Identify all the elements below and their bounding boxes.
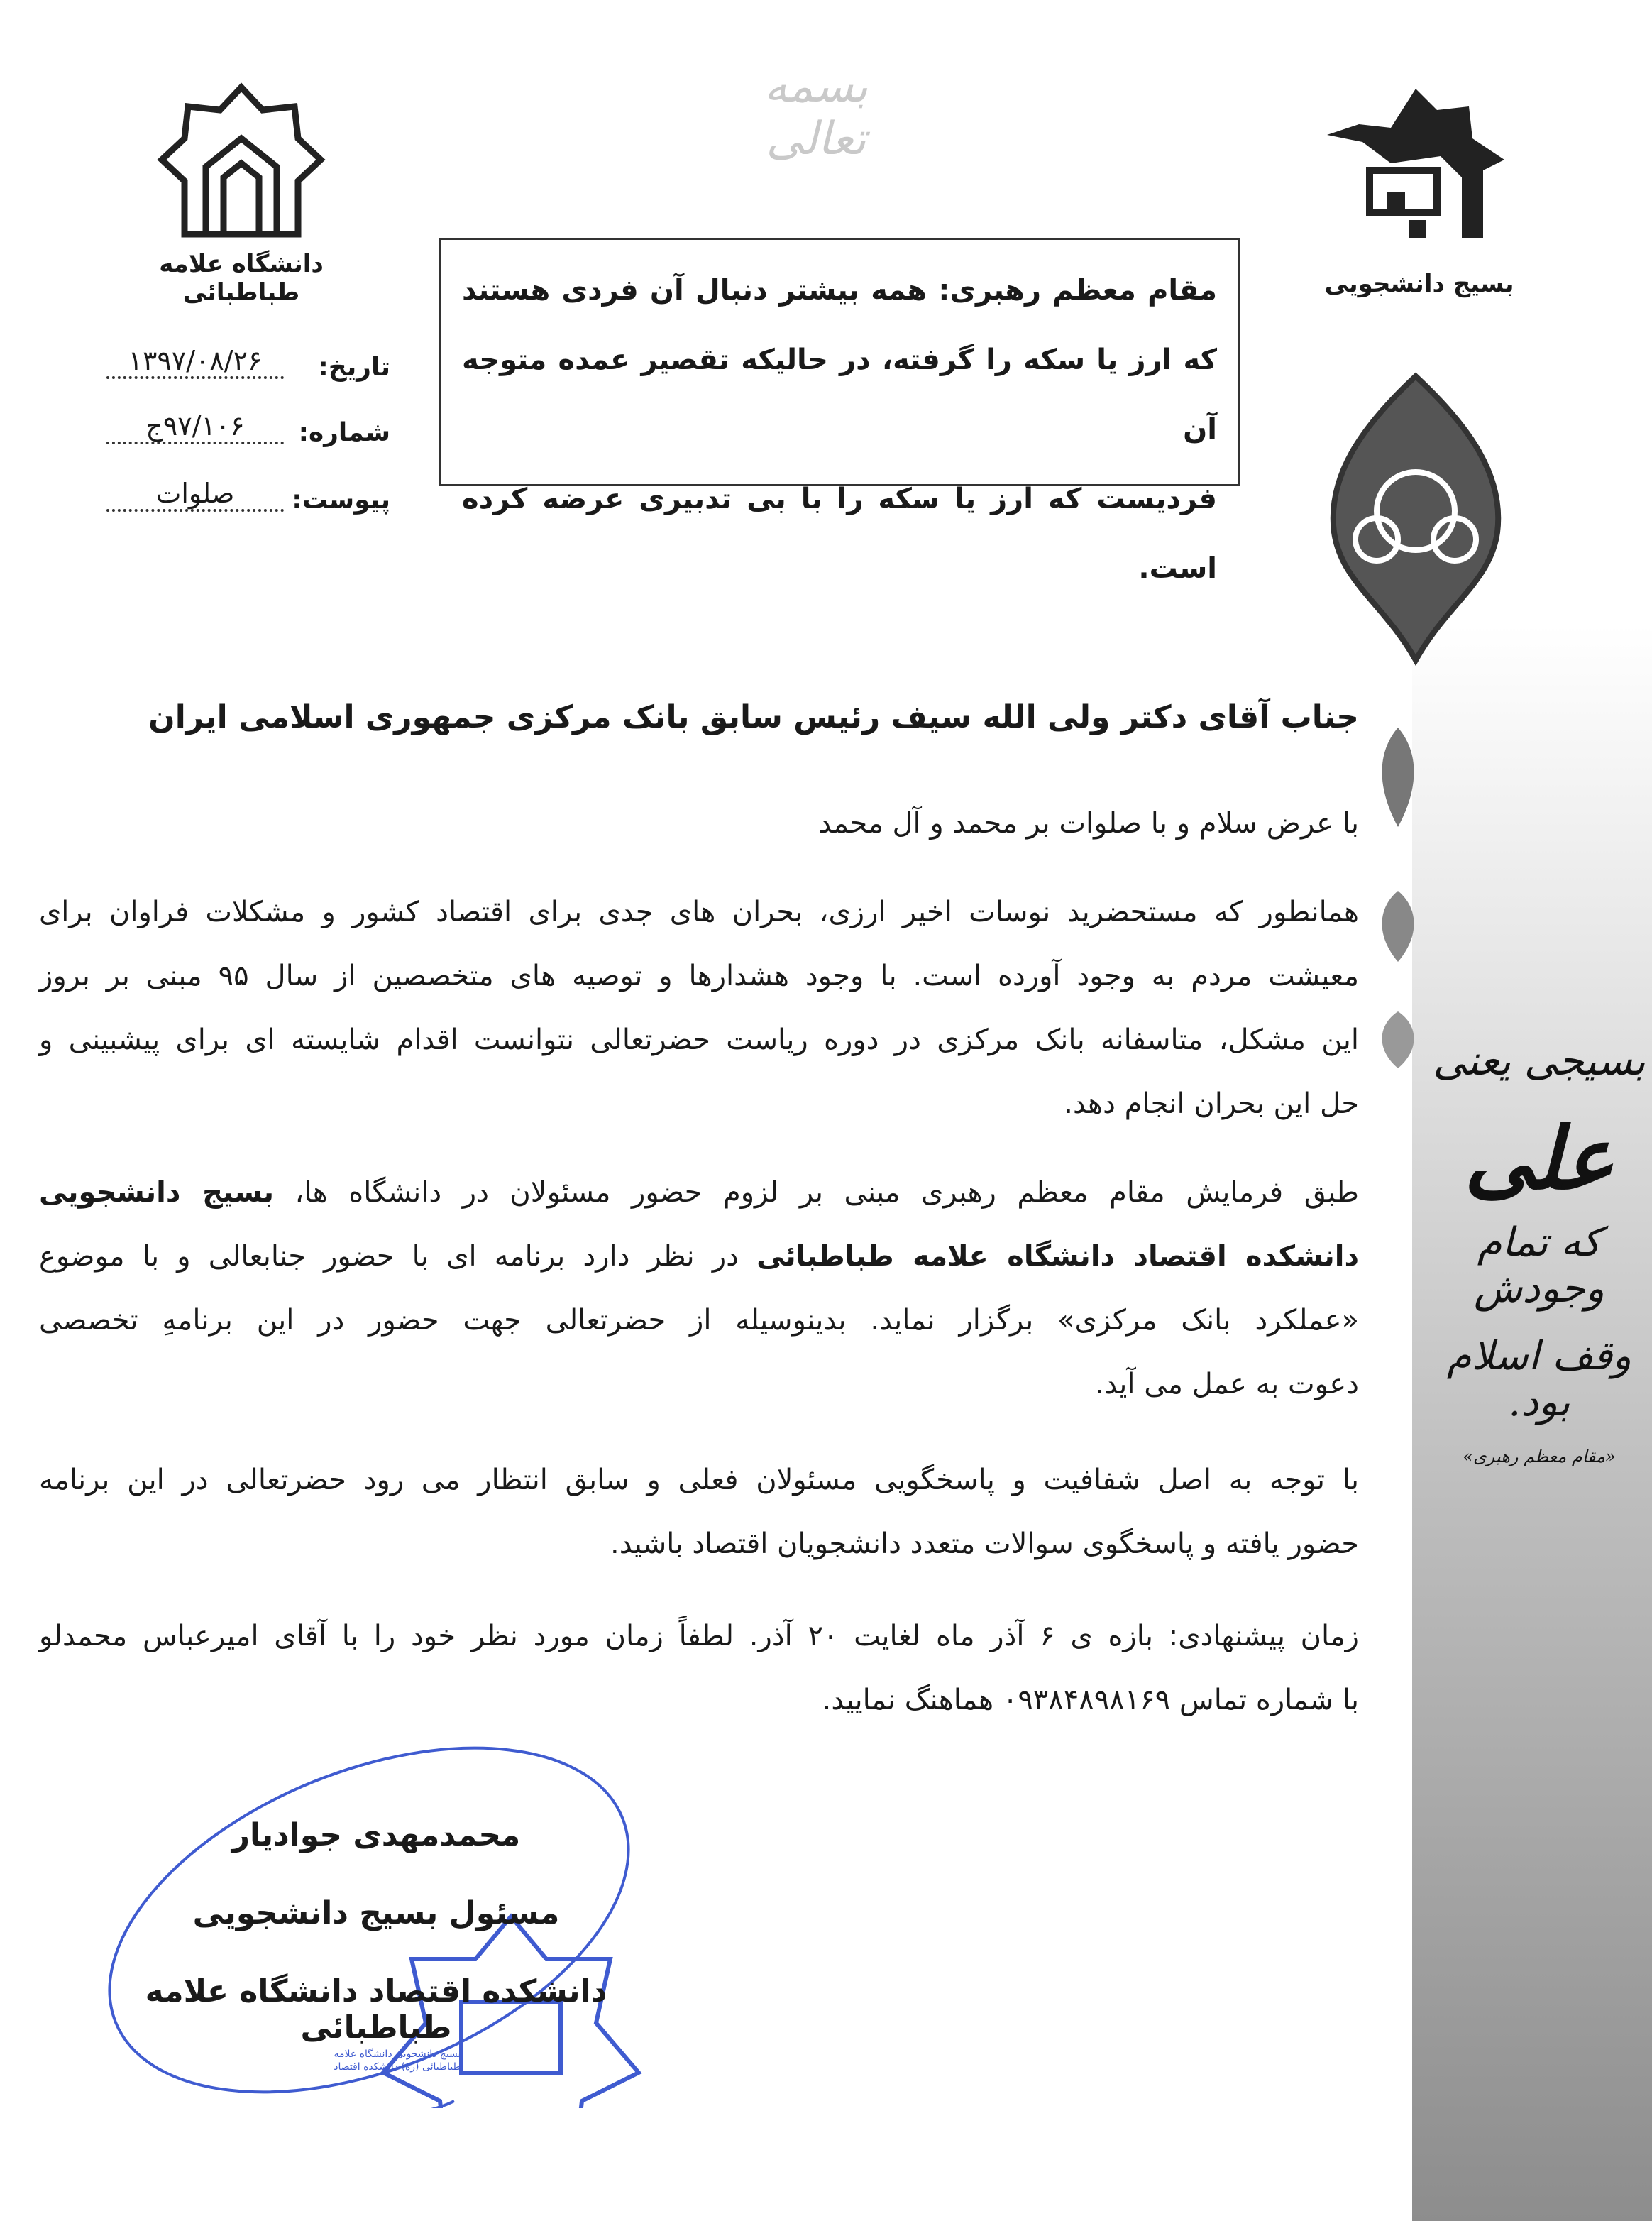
paragraph-line: با توجه به اصل شفافیت و پاسخگویی مسئولان فعلی و سابق انتظار می رود حضرتعالی در این برنامه: [39, 1464, 1359, 1496]
paragraph-line: حضور یافته و پاسخگوی سوالات متعدد دانشجویان اقتصاد باشید.: [610, 1528, 1359, 1560]
text-run: در نظر دارد برنامه ای با حضور جنابعالی و با موضوع: [39, 1240, 757, 1273]
small-ornament-icon: [1373, 724, 1423, 830]
paragraph-4: [39, 1604, 1359, 1732]
slogan-line: که تمام وجودش: [1474, 1219, 1604, 1312]
stamp-text: بسیج دانشجویی دانشگاه علامه طباطبائی (ره) دانشکده اقتصاد: [334, 2049, 461, 2073]
bold-text-run: بسیج دانشجویی: [39, 1176, 274, 1209]
basij-logo: [1320, 85, 1511, 241]
signatory-title: مسئول بسیج دانشجویی: [192, 1895, 560, 1931]
paragraph-1: [39, 880, 1359, 1136]
attachment-label: پیوست:: [292, 486, 390, 515]
small-ornament-icon: [1373, 887, 1423, 965]
date-field: [99, 339, 390, 382]
slogan-line: بسیجی یعنی: [1433, 1036, 1646, 1085]
slogan-attribution: «مقام معظم رهبری»: [1463, 1447, 1616, 1466]
paragraph-line: معیشت مردم به وجود آورده است. با وجود هشدارها و توصیه های متخصصین از سال ۹۵ مبنی بر بروز: [39, 960, 1360, 992]
paragraph-line: زمان پیشنهادی: بازه ی ۶ آذر ماه لغایت ۲۰ آذر. لطفاً زمان مورد نظر خود را با آقای امیرعباس محمدلو: [39, 1620, 1359, 1652]
basij-slogan-calligraphy: [1426, 1036, 1652, 1466]
paragraph-line: حل این بحران انجام دهد.: [1064, 1087, 1359, 1120]
addressee-heading: جناب آقای دکتر ولی الله سیف رئیس سابق بانک مرکزی جمهوری اسلامی ایران: [148, 699, 1359, 735]
leader-quote-box: [439, 238, 1240, 585]
quote-line: که ارز یا سکه را گرفته، در حالیکه تقصیر عمده متوجه آن: [462, 344, 1217, 446]
islamic-ornament-icon: [1320, 369, 1511, 667]
paragraph-line: با شماره تماس ۰۹۳۸۴۸۹۸۱۶۹ هماهنگ نمایید.: [822, 1684, 1359, 1716]
attachment-field: [99, 472, 390, 515]
paragraph-line: همانطور که مستحضرید نوسات اخیر ارزی، بحران های جدی برای اقتصاد کشور و مشکلات فراوان برای: [39, 896, 1359, 928]
paragraph-3: [39, 1448, 1359, 1576]
signatory-unit: دانشکده اقتصاد دانشگاه علامه طباطبائی: [145, 1973, 607, 2046]
paragraph-line: این مشکل، متاسفانه بانک مرکزی در دوره ریاست حضرتعالی نتوانست اقدام شایسته ای برای پیشبینی و: [39, 1024, 1359, 1056]
bismillah-calligraphy: بسمه تعالی: [764, 60, 869, 165]
paragraph-2: [39, 1161, 1359, 1416]
allameh-logo-label: دانشگاه علامه طباطبائی: [159, 250, 324, 307]
paragraph-line: دعوت به عمل می آید.: [1095, 1368, 1359, 1400]
date-value: ۱۳۹۷/۰۸/۲۶: [106, 345, 284, 379]
paragraph-line: «عملکرد بانک مرکزی» برگزار نماید. بدینوسیله از حضرتعالی جهت حضور در این برنامهِ تخصصی: [39, 1304, 1359, 1337]
quote-line: مقام معظم رهبری: همه بیشتر دنبال آن فردی هستند: [462, 274, 1217, 307]
paragraph-line: [39, 1161, 1359, 1224]
bold-text-run: دانشکده اقتصاد دانشگاه علامه طباطبائی: [756, 1240, 1359, 1273]
quote-line: فردیست که ارز یا سکه را با بی تدبیری عرضه کرده است.: [462, 483, 1217, 585]
text-run: طبق فرمایش مقام معظم رهبری مبنی بر لزوم حضور مسئولان در دانشگاه ها،: [273, 1176, 1359, 1209]
date-label: تاریخ:: [318, 353, 390, 382]
attachment-value: صلوات: [106, 478, 284, 512]
slogan-line: علی: [1464, 1109, 1614, 1209]
basij-logo-label: بسیج دانشجویی: [1324, 270, 1514, 298]
number-value: ۹۷/۱۰۶ج: [106, 410, 284, 444]
greeting: با عرض سلام و با صلوات بر محمد و آل محمد: [818, 807, 1359, 840]
number-label: شماره:: [298, 418, 390, 447]
allameh-university-logo: [156, 82, 326, 241]
paragraph-line: [39, 1224, 1359, 1288]
slogan-line: وقف اسلام بود.: [1446, 1333, 1632, 1425]
small-ornament-icon: [1373, 1008, 1423, 1072]
signatory-name: محمدمهدی جوادیار: [231, 1817, 521, 1853]
number-field: [99, 405, 390, 447]
